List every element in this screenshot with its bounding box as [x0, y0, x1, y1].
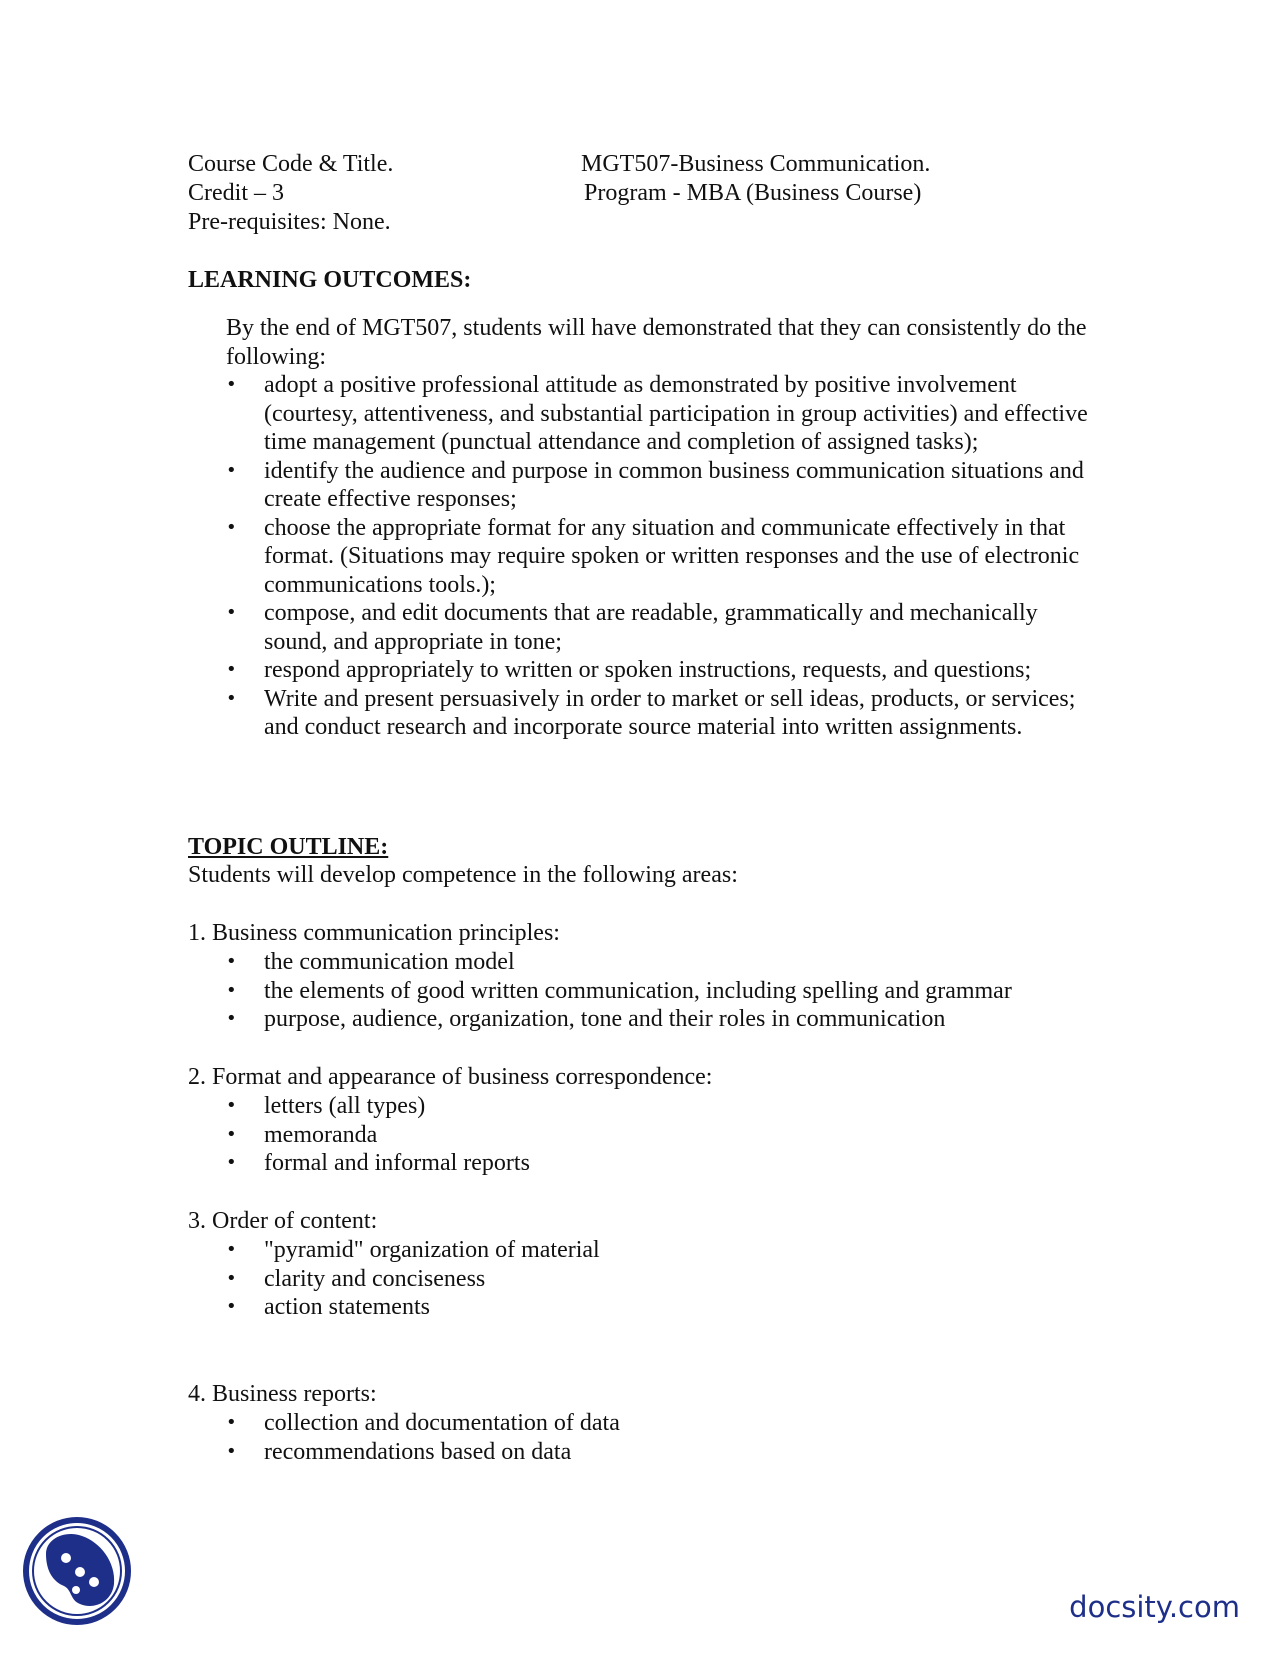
list-item: • the communication model: [226, 948, 1096, 977]
list-item: • adopt a positive professional attitude as demonstrated by positive involvement (courtesy, attentiveness, and substantial participation in group activities) and effective time management (punctual attendance and completion of assigned tasks);: [226, 371, 1096, 457]
list-item: • action statements: [226, 1293, 1096, 1322]
list-item: • identify the audience and purpose in common business communication situations and create effective responses;: [226, 457, 1096, 514]
credit-label: Credit – 3: [188, 180, 284, 206]
prerequisites-label: Pre-requisites: None.: [188, 209, 391, 235]
section-title: 2. Format and appearance of business correspondence:: [188, 1064, 713, 1090]
learning-outcomes-intro: By the end of MGT507, students will have demonstrated that they can consistently do the following:: [226, 315, 1087, 370]
list-item: • clarity and conciseness: [226, 1265, 1096, 1294]
docsity-logo-icon[interactable]: [22, 1516, 132, 1626]
list-item: • respond appropriately to written or spoken instructions, requests, and questions;: [226, 656, 1096, 685]
course-code-label: Course Code & Title.: [188, 151, 394, 177]
program-value: Program - MBA (Business Course): [584, 180, 922, 206]
list-item: • "pyramid" organization of material: [226, 1236, 1096, 1265]
course-title-value: MGT507-Business Communication.: [581, 151, 931, 177]
list-item: • formal and informal reports: [226, 1149, 1096, 1178]
list-item: • collection and documentation of data: [226, 1409, 1096, 1438]
learning-outcomes-list: [226, 371, 1096, 742]
section-list: [226, 1236, 1096, 1322]
section-list: [226, 1092, 1096, 1178]
list-item: • the elements of good written communication, including spelling and grammar: [226, 977, 1096, 1006]
list-item: • memoranda: [226, 1121, 1096, 1150]
section-title: 1. Business communication principles:: [188, 920, 560, 946]
list-item: • compose, and edit documents that are readable, grammatically and mechanically sound, and appropriate in tone;: [226, 599, 1096, 656]
list-item: • choose the appropriate format for any situation and communicate effectively in that format. (Situations may require spoken or written responses and the use of electronic communications tools.);: [226, 514, 1096, 600]
topic-outline-intro: Students will develop competence in the following areas:: [188, 862, 738, 888]
section-title: 4. Business reports:: [188, 1381, 377, 1407]
list-item: • Write and present persuasively in order to market or sell ideas, products, or services; and conduct research and incorporate source material into written assignments.: [226, 685, 1096, 742]
list-item: • purpose, audience, organization, tone and their roles in communication: [226, 1005, 1096, 1034]
learning-outcomes-heading: LEARNING OUTCOMES:: [188, 267, 472, 293]
list-item: • recommendations based on data: [226, 1438, 1096, 1467]
docsity-brand-link[interactable]: docsity.com: [1069, 1590, 1240, 1624]
topic-outline-heading: TOPIC OUTLINE:: [188, 834, 389, 860]
section-title: 3. Order of content:: [188, 1208, 378, 1234]
list-item: • letters (all types): [226, 1092, 1096, 1121]
section-list: [226, 1409, 1096, 1466]
section-list: [226, 948, 1096, 1034]
